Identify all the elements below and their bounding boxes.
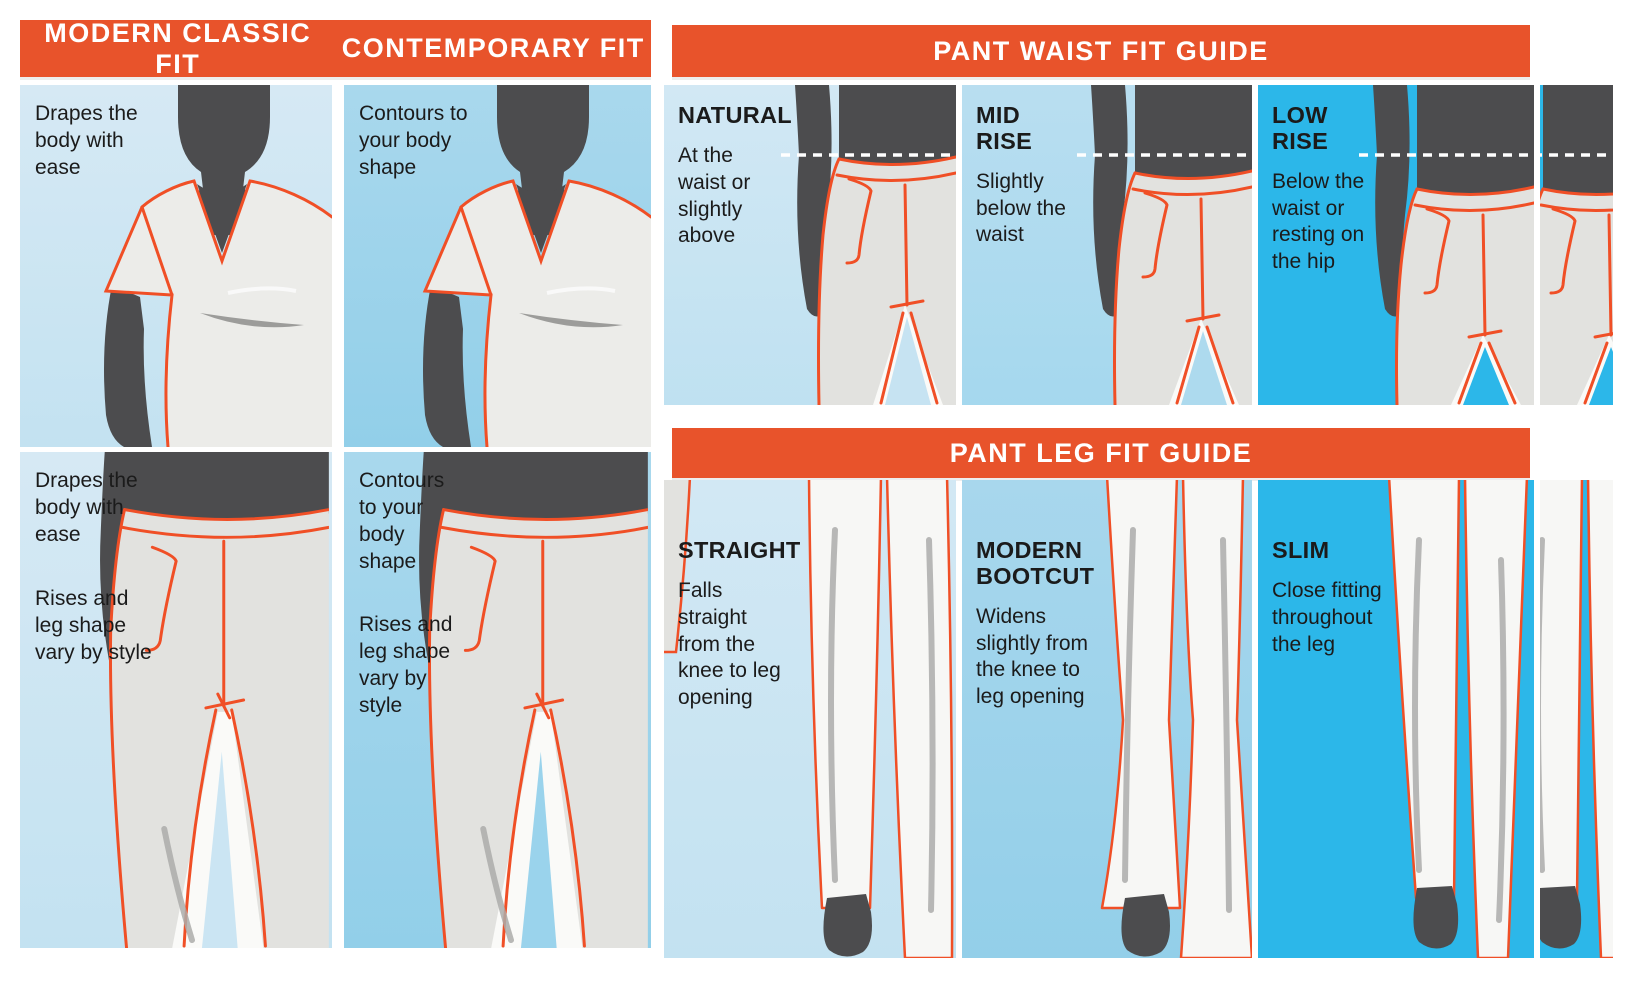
modern-classic-bottom-text: Drapes the body with ease xyxy=(35,469,138,546)
waist-partial-illustration xyxy=(1540,85,1613,405)
contemporary-bottom-text: Contours to your body shape xyxy=(359,469,445,573)
leg-bootcut-title: MODERN BOOTCUT xyxy=(976,537,1095,589)
pant-waist-guide-title: PANT WAIST FIT GUIDE xyxy=(933,35,1269,66)
contemporary-top-text: Contours to your body shape xyxy=(359,102,468,179)
pant-leg-guide-title: PANT LEG FIT GUIDE xyxy=(949,437,1253,468)
modern-classic-top-panel xyxy=(20,85,332,447)
waist-midrise-description: Slightly below the waist xyxy=(976,169,1066,247)
waist-natural-illustration xyxy=(781,85,956,405)
waist-lowrise-panel xyxy=(1258,85,1534,405)
waist-lowrise-description: Below the waist or resting on the hip xyxy=(1272,169,1365,274)
waist-natural-title: NATURAL xyxy=(678,102,792,128)
leg-straight-title: STRAIGHT xyxy=(678,537,801,563)
waist-midrise-panel xyxy=(962,85,1252,405)
leg-straight-panel xyxy=(664,480,956,958)
leg-straight-illustration xyxy=(781,480,956,958)
leg-bootcut-panel xyxy=(962,480,1252,958)
leg-straight-description: Falls straight from the knee to leg opening xyxy=(678,578,781,710)
contemporary-bottom-panel xyxy=(344,452,651,948)
pant-leg-guide-header xyxy=(672,428,1530,478)
leg-bootcut-illustration xyxy=(1077,480,1252,958)
leg-slim-description: Close fitting throughout the leg xyxy=(1272,578,1382,656)
contemporary-fit-header: CONTEMPORARY FIT xyxy=(341,33,645,63)
leg-slim-illustration xyxy=(1359,480,1534,958)
pant-waist-guide-header xyxy=(672,25,1530,77)
leg-partial-figure-panel xyxy=(1540,480,1613,958)
waist-partial-figure-panel xyxy=(1540,85,1613,405)
modern-classic-bottom-panel xyxy=(20,452,332,948)
modern-classic-top-text: Drapes the body with ease xyxy=(35,102,138,179)
leg-partial-illustration xyxy=(1540,480,1613,958)
waist-midrise-illustration xyxy=(1077,85,1252,405)
waist-natural-description: At the waist or slightly above xyxy=(678,143,751,248)
modern-classic-bottom-note: Rises and leg shape vary by style xyxy=(35,587,152,664)
waist-lowrise-title: LOW RISE xyxy=(1272,102,1329,154)
leg-slim-panel xyxy=(1258,480,1534,958)
contemporary-top-panel xyxy=(344,85,651,447)
waist-lowrise-illustration xyxy=(1359,85,1534,405)
fit-columns-header xyxy=(20,17,651,79)
leg-bootcut-description: Widens slightly from the knee to leg opening xyxy=(976,604,1089,709)
waist-midrise-title: MID RISE xyxy=(976,102,1033,154)
modern-classic-fit-header: MODERN CLASSIC FIT xyxy=(44,17,312,79)
contemporary-bottom-note: Rises and leg shape vary by style xyxy=(359,613,453,717)
leg-slim-title: SLIM xyxy=(1272,537,1330,563)
waist-natural-panel xyxy=(664,85,956,405)
